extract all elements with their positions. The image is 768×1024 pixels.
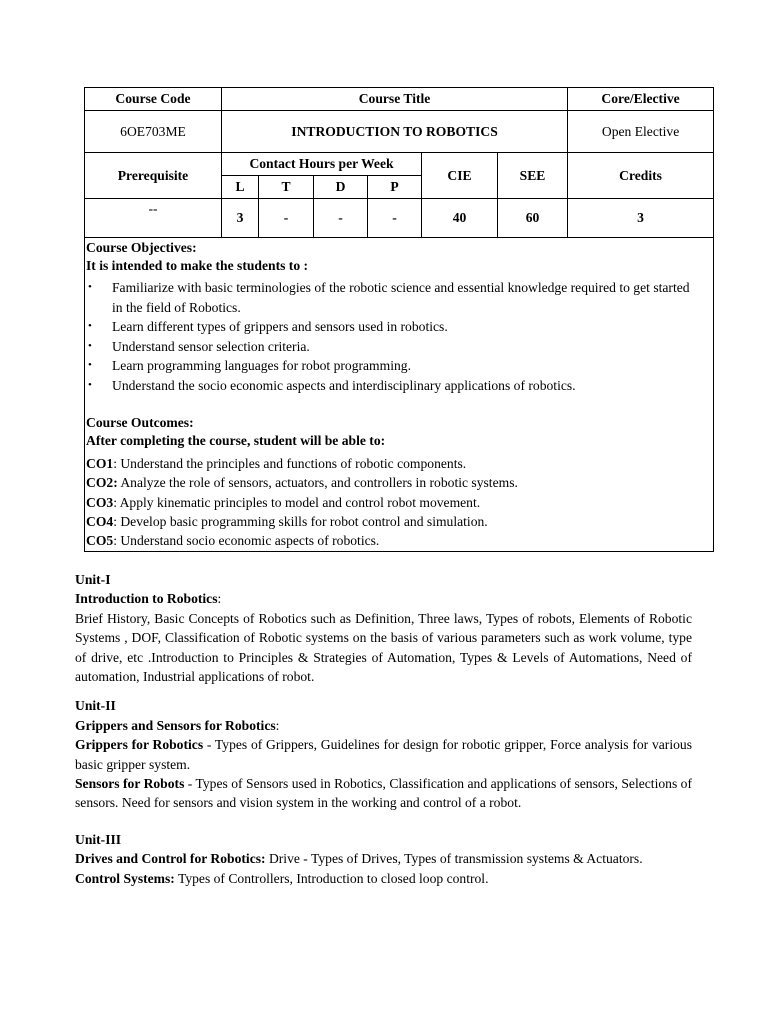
contact-hours-row	[85, 153, 714, 176]
outcomes-intro: After completing the course, student will be able to:	[86, 432, 386, 448]
list-item: • Learn programming languages for robot programming.	[85, 356, 713, 376]
bullet-icon: •	[88, 320, 92, 332]
t-value: -	[259, 199, 314, 238]
unit-3-label: Unit-III	[75, 831, 122, 847]
see-header: SEE	[498, 153, 568, 199]
unit-1-title: Introduction to Robotics:	[75, 591, 222, 607]
units-section	[75, 570, 692, 888]
l-value: 3	[222, 199, 259, 238]
table-header-row	[85, 88, 714, 111]
see-value: 60	[498, 199, 568, 238]
contact-hours-header: Contact Hours per Week	[222, 153, 422, 176]
outcome-item: CO3: Apply kinematic principles to model and control robot movement.	[86, 494, 481, 510]
credits-value: 3	[568, 199, 714, 238]
bullet-icon: •	[88, 378, 92, 391]
objectives-heading: Course Objectives:	[86, 240, 197, 255]
p-header: P	[368, 176, 422, 199]
course-title-value: INTRODUCTION TO ROBOTICS	[222, 111, 568, 153]
course-code-header: Course Code	[85, 88, 222, 111]
course-type-value: Open Elective	[568, 111, 714, 153]
t-header: T	[259, 176, 314, 199]
course-info-row	[85, 111, 714, 153]
unit-3-control: Control Systems: Types of Controllers, Introduction to closed loop control.	[75, 870, 489, 886]
list-item: • Understand the socio economic aspects and interdisciplinary applications of robotics.	[85, 376, 713, 396]
objectives-header	[85, 239, 713, 274]
core-elective-header: Core/Elective	[568, 88, 714, 111]
outcome-item: CO4: Develop basic programming skills for robot control and simulation.	[86, 513, 488, 529]
bullet-icon: •	[88, 281, 92, 293]
d-header: D	[314, 176, 368, 199]
unit-2-sensors: Sensors for Robots - Types of Sensors used in Robotics, Classification and applications of sensors, Selections of sensors. Need for sensors and vision system in the working and control of a robot.	[75, 776, 692, 811]
objectives-list	[85, 278, 713, 395]
course-title-header: Course Title	[222, 88, 568, 111]
outcomes-heading: Course Outcomes:	[86, 415, 194, 430]
l-header: L	[222, 176, 259, 199]
course-table	[84, 87, 714, 552]
objectives-outcomes-row	[85, 238, 714, 552]
list-item: • Understand sensor selection criteria.	[85, 337, 713, 357]
bullet-icon: •	[88, 359, 92, 371]
values-row	[85, 199, 714, 238]
outcome-item: CO2: Analyze the role of sensors, actuators, and controllers in robotic systems.	[86, 475, 518, 491]
unit-3-drives: Drives and Control for Robotics: Drive - Types of Drives, Types of transmission systems & Actuators.	[75, 851, 643, 867]
cie-value: 40	[422, 199, 498, 238]
prerequisite-value: --	[85, 199, 222, 238]
outcomes-header	[85, 414, 713, 449]
cie-header: CIE	[422, 153, 498, 199]
p-value: -	[368, 199, 422, 238]
d-value: -	[314, 199, 368, 238]
unit-2-title: Grippers and Sensors for Robotics:	[75, 717, 280, 733]
prerequisite-header: Prerequisite	[85, 153, 222, 199]
unit-2-label: Unit-II	[75, 698, 116, 714]
unit-2-grippers: Grippers for Robotics - Types of Grippers, Guidelines for design for robotic gripper, Force analysis for various basic gripper system.	[75, 737, 692, 772]
credits-header: Credits	[568, 153, 714, 199]
list-item: • Familiarize with basic terminologies of the robotic science and essential knowledge required to get started in the field of Robotics.	[88, 280, 690, 315]
list-item: • Learn different types of grippers and sensors used in robotics.	[85, 317, 713, 337]
unit-1-label: Unit-I	[75, 572, 111, 587]
outcome-item: CO5: Understand socio economic aspects of robotics.	[86, 533, 380, 549]
outcomes-list	[85, 454, 713, 551]
unit-1-body: Brief History, Basic Concepts of Robotics such as Definition, Three laws, Types of robots, Elements of Robotic Systems , DOF, Classification of Robotic systems on the basis of various parameters such as work volume, type of drive, etc .Introduction to Principles & Strategies of Automation, Types & Levels of Automations, Need of automation, Industrial applications of robot.	[75, 610, 692, 685]
objectives-intro: It is intended to make the students to :	[86, 257, 309, 273]
outcome-item: CO1: Understand the principles and functions of robotic components.	[86, 456, 467, 471]
course-code-value: 6OE703ME	[85, 111, 222, 153]
objectives-outcomes-cell	[85, 238, 714, 552]
bullet-icon: •	[88, 339, 92, 352]
